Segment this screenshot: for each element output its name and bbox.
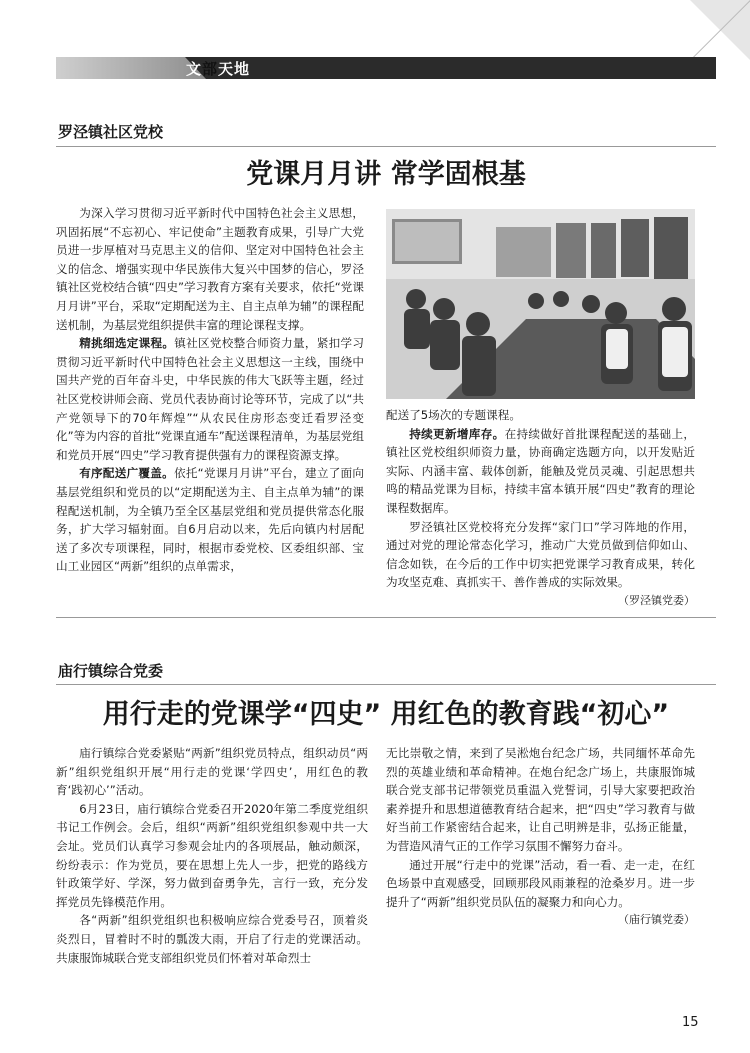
paragraph-text: 为深入学习贯彻习近平新时代中国特色社会主义思想，巩固拓展“不忘初心、牢记使命”主题教育成果，引导广大党员进一步厚植对马克思主义的信仰、坚定对中国特色社会主义的信念、增强实现中华民族伟大复兴中国梦的信心，罗泾镇社区党校结合镇“四史”学习教育方案有关要求，依托“党课月月讲”平台，采取“定期配送为主、自主点单为辅”的课程配送机制，为基层党组织提供丰富的理论课程支撑。: [56, 206, 364, 332]
paragraph-text: 庙行镇综合党委紧贴“两新”组织党员特点，组织动员“两新”组织党组织开展“用行走的党课‘学四史’，用红色的教育‘践初心’”活动。: [56, 746, 368, 798]
article-signature: （罗泾镇党委）: [618, 593, 695, 607]
meeting-photo-illustration: [386, 209, 695, 399]
paragraph: [56, 800, 368, 912]
paragraph-text: 6月23日，庙行镇综合党委召开2020年第二季度党组织书记工作例会。会后，组织“两新”组织党组织参观中共一大会址。党员们认真学习参观会址内的各项展品，触动颇深，纷纷表示：作为党员，要在思想上先人一步，把党的路线方针政策学好、学深，努力做到奋勇争先，言行一致，充分发挥党员先锋模范作用。: [56, 801, 368, 909]
article1-right-column: [386, 406, 695, 611]
paragraph: [56, 334, 364, 464]
paragraph-text: 通过开展“行走中的党课”活动，看一看、走一走，在红色场景中直观感受，回顾那段风雨兼程的沧桑岁月。进一步提升了“两新”组织党员队伍的凝聚力和向心力。: [386, 857, 695, 909]
header-bar-accent: [56, 57, 206, 79]
article1-divider: [56, 146, 716, 147]
article-separator: [56, 617, 716, 618]
paragraph: [386, 425, 695, 518]
article2-organization: 庙行镇综合党委: [58, 662, 164, 680]
paragraph: [386, 518, 695, 592]
article2-divider: [56, 684, 716, 685]
paragraph: [386, 856, 695, 912]
paragraph: [386, 744, 695, 856]
paragraph-text: 无比崇敬之情，来到了吴淞炮台纪念广场，共同缅怀革命先烈的英雄业绩和革命精神。在炮台纪念广场上，共康服饰城联合党支部书记带领党员重温入党誓词，引导大家要把政治素养提升和思想道德教育结合起来，把“四史”学习教育与做好当前工作紧密结合起来，让自己明辨是非，弘扬正能量，为营造风清气正的工作学习氛围不懈努力奋斗。: [386, 746, 695, 853]
paragraph-text: 配送了5场次的专题课程。: [386, 408, 521, 422]
article2-left-column: [56, 744, 368, 967]
paragraph-text: 在持续做好首批课程配送的基础上，镇社区党校组织师资力量，协商确定选题方向，以开发贴近实际、内涵丰富、载体创新，能触及党员灵魂、引起思想共鸣的精品党课为目标，持续丰富本镇开展“四史”教育的理论课程数据库。: [386, 426, 695, 515]
paragraph: [56, 744, 368, 800]
article2-right-column: [386, 744, 695, 930]
paragraph-lead: 有序配送广覆盖。: [79, 466, 174, 481]
paragraph-text: 镇社区党校整合师资力量，紧扣学习贯彻习近平新时代中国特色社会主义思想这一主线，围绕中国共产党的百年奋斗史，中华民族的伟大飞跃等主题，经过社区党校讲师会商、党员代表协商讨论等环节，完成了以“共产党领导下的70年辉煌”“从农民住房形态变迁看罗泾变化”等为内容的首批“党课直通车”配送课程清单，为基层党组和党员开展“四史”学习教育提供强有力的课程资源支撑。: [56, 336, 364, 462]
article-signature: （庙行镇党委）: [618, 913, 695, 927]
article1-title: 党课月月讲 常学固根基: [246, 159, 526, 190]
article2-title: 用行走的党课学“四史” 用红色的教育践“初心”: [102, 699, 670, 730]
paragraph: [56, 911, 368, 967]
page-number: 15: [682, 1015, 699, 1030]
column-label: 文部天地: [186, 60, 251, 78]
article1-organization: 罗泾镇社区党校: [58, 123, 164, 141]
paragraph-text: 各“两新”组织党组织也积极响应综合党委号召，顶着炎炎烈日，冒着时不时的瓢泼大雨，开启了行走的党课活动。共康服饰城联合党支部组织党员们怀着对革命烈士: [56, 913, 368, 965]
column-header-bar: [56, 57, 716, 79]
meeting-photo: [386, 209, 695, 399]
paragraph: [56, 464, 364, 576]
paragraph-lead: 持续更新增库存。: [409, 426, 505, 441]
paragraph-text: 罗泾镇社区党校将充分发挥“家门口”学习阵地的作用，通过对党的理论常态化学习，推动广大党员做到信仰如山、信念如铁，在今后的工作中切实把党课学习教育成果，转化为攻坚克难、真抓实干、善作善成的实际效果。: [386, 519, 695, 590]
paragraph: [56, 204, 364, 334]
paragraph-text: 依托“党课月月讲”平台，建立了面向基层党组织和党员的以“定期配送为主、自主点单为辅”的课程配送机制，为全镇乃至全区基层党组和党员提供常态化服务，扩大学习辐射面。自6月启动以来，先后向镇内村居配送了多次专项课程，同时，根据市委党校、区委组织部、宝山工业园区“两新”组织的点单需求，: [56, 466, 364, 574]
paragraph-lead: 精挑细选定课程。: [79, 336, 175, 351]
paragraph: [386, 406, 695, 425]
article1-left-column: [56, 204, 364, 576]
